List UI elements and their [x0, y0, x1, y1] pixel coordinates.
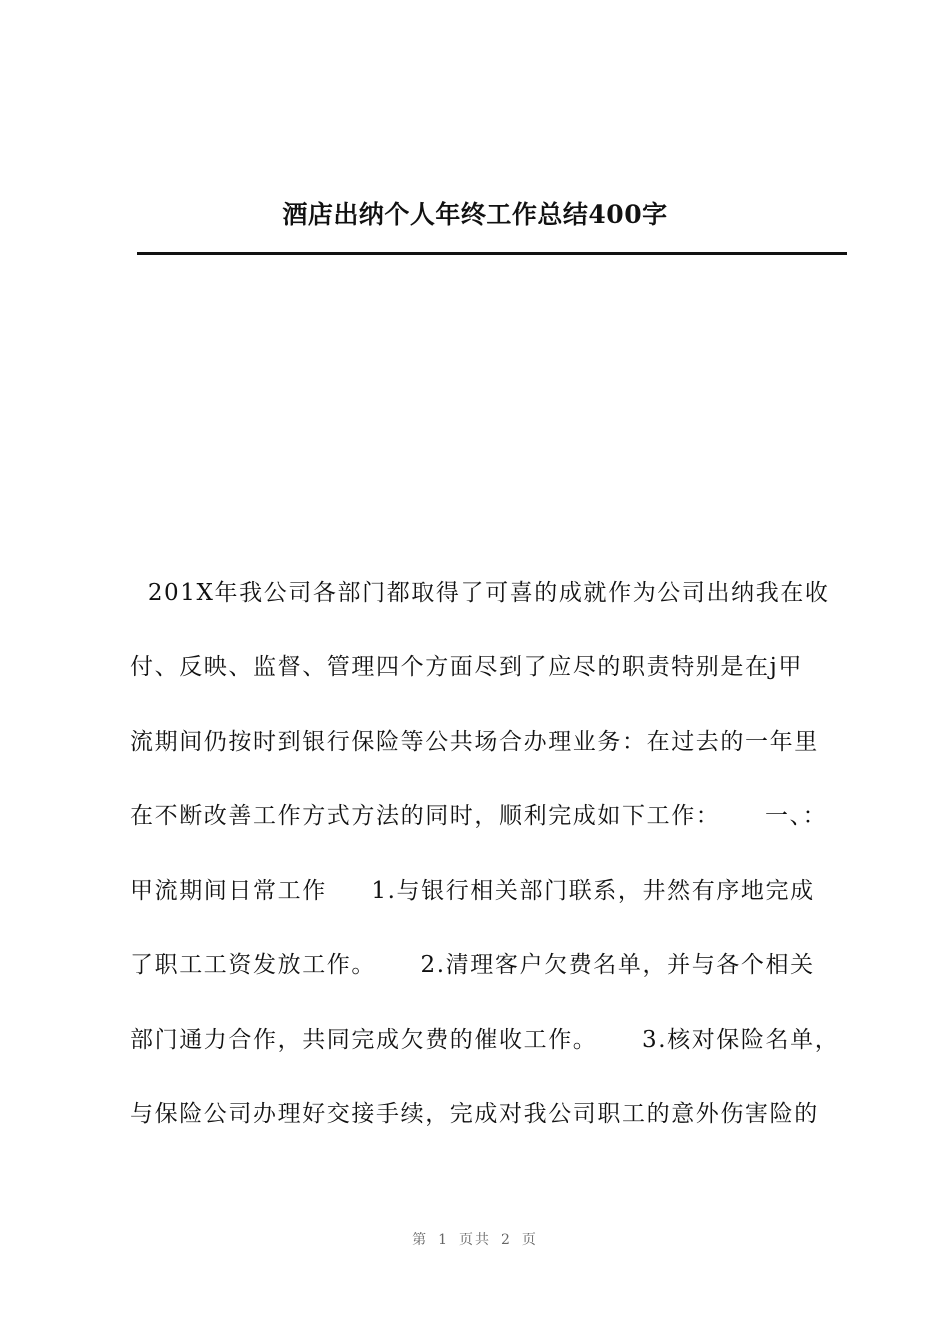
body-line-4: 在不断改善工作方式方法的同时，顺利完成如下工作： 一、： [130, 803, 828, 829]
page-footer [0, 1229, 950, 1249]
footer-middle: 页共 [459, 1232, 491, 1248]
footer-suffix: 页 [521, 1232, 538, 1248]
footer-prefix: 第 [412, 1232, 429, 1248]
body-line-2: 付、反映、监督、管理四个方面尽到了应尽的职责特别是在j甲 [130, 654, 803, 680]
title-divider [137, 252, 847, 255]
body-line-6: 了职工工资发放工作。 2.清理客户欠费名单，并与各个相关 [130, 952, 815, 978]
body-line-8: 与保险公司办理好交接手续，完成对我公司职工的意外伤害险的 [130, 1101, 819, 1127]
body-line-7: 部门通力合作，共同完成欠费的催收工作。 3.核对保险名单， [130, 1027, 840, 1053]
document-title: 酒店出纳个人年终工作总结400字 [282, 200, 668, 229]
body-line-1: 201X年我公司各部门都取得了可喜的成就作为公司出纳我在收 [130, 580, 830, 606]
body-line-3: 流期间仍按时到银行保险等公共场合办理业务：在过去的一年里 [130, 729, 819, 755]
footer-current-page: 1 [438, 1232, 449, 1248]
footer-total-pages: 2 [501, 1232, 512, 1248]
body-line-5: 甲流期间日常工作 1.与银行相关部门联系，井然有序地完成 [130, 878, 815, 904]
